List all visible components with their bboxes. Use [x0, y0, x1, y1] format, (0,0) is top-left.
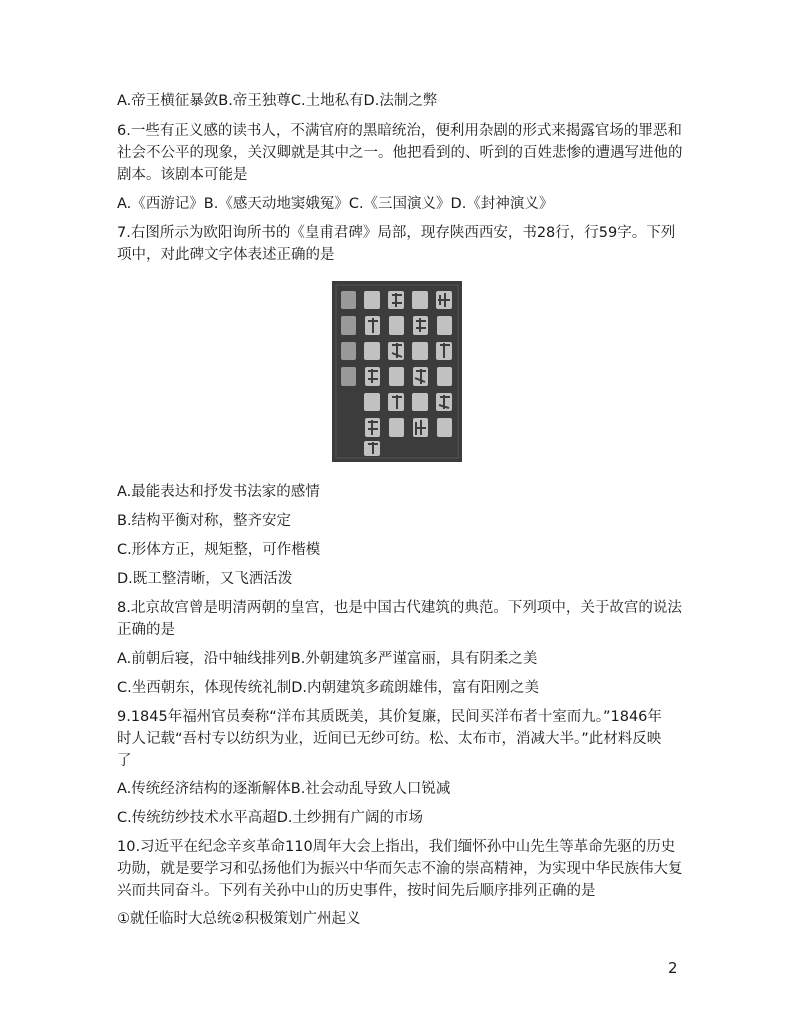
q8-stem-line-2: 正确的是 — [117, 622, 175, 638]
q8-options-ab: A.前朝后寝，沿中轴线排列B.外朝建筑多严谨富丽，具有阴柔之美 — [117, 651, 538, 667]
q8-options-cd: C.坐西朝东，体现传统礼制D.内朝建筑多疏朗雄伟，富有阳刚之美 — [117, 680, 540, 696]
q9-options-cd: C.传统纺纱技术水平高超D.土纱拥有广阔的市场 — [117, 810, 424, 826]
stele-rubbing-illustration — [332, 281, 462, 462]
q7-option-c: C.形体方正，规矩整，可作楷模 — [117, 542, 321, 558]
q9-stem-line-2: 时人记载“吾村专以纺织为业，近间已无纱可纺。松、太布市，消减大半。”此材料反映 — [117, 731, 662, 747]
q7-option-a: A.最能表达和抒发书法家的感情 — [117, 484, 320, 500]
q8-stem-line-1: 8.北京故宫曾是明清两朝的皇宫，也是中国古代建筑的典范。下列项中，关于故宫的说法 — [117, 600, 682, 616]
stele-rubbing-image — [332, 281, 462, 462]
q6-options: A.《西游记》B.《感天动地窦娥冤》C.《三国演义》D.《封神演义》 — [117, 196, 554, 212]
q7-stem-line-1: 7.右图所示为欧阳询所书的《皇甫君碑》局部，现存陕西西安，书28行，行59字。下列 — [117, 225, 676, 241]
q9-stem-line-3: 了 — [117, 753, 132, 769]
q7-option-b: B.结构平衡对称，整齐安定 — [117, 513, 292, 529]
q6-stem-line-1: 6.一些有正义感的读书人，不满官府的黑暗统治，便利用杂剧的形式来揭露官场的罪恶和 — [117, 123, 682, 139]
q9-stem-line-1: 9.1845年福州官员奏称“洋布其质既美，其价复廉，民间买洋布者十室而九。”1846年 — [117, 709, 662, 725]
q7-option-d: D.既工整清晰，又飞洒活泼 — [117, 571, 293, 587]
q10-items: ①就任临时大总统②积极策划广州起义 — [117, 911, 361, 927]
q6-stem-line-2: 社会不公平的现象，关汉卿就是其中之一。他把看到的、听到的百姓悲惨的遭遇写进他的 — [117, 145, 682, 161]
q6-stem-line-3: 剧本。该剧本可能是 — [117, 167, 248, 183]
q10-stem-line-1: 10.习近平在纪念辛亥革命110周年大会上指出，我们缅怀孙中山先生等革命先驱的历史 — [117, 839, 676, 855]
q9-options-ab: A.传统经济结构的逐渐解体B.社会动乱导致人口锐减 — [117, 781, 451, 797]
page-number: 2 — [668, 959, 678, 977]
q10-stem-line-2: 功勋，就是要学习和弘扬他们为振兴中华而矢志不渝的崇高精神，为实现中华民族伟大复 — [117, 861, 682, 877]
q7-stem-line-2: 项中，对此碑文字体表述正确的是 — [117, 247, 335, 263]
q10-stem-line-3: 兴而共同奋斗。下列有关孙中山的历史事件，按时间先后顺序排列正确的是 — [117, 883, 596, 899]
q5-options: A.帝王横征暴敛B.帝王独尊C.土地私有D.法制之弊 — [117, 93, 438, 109]
